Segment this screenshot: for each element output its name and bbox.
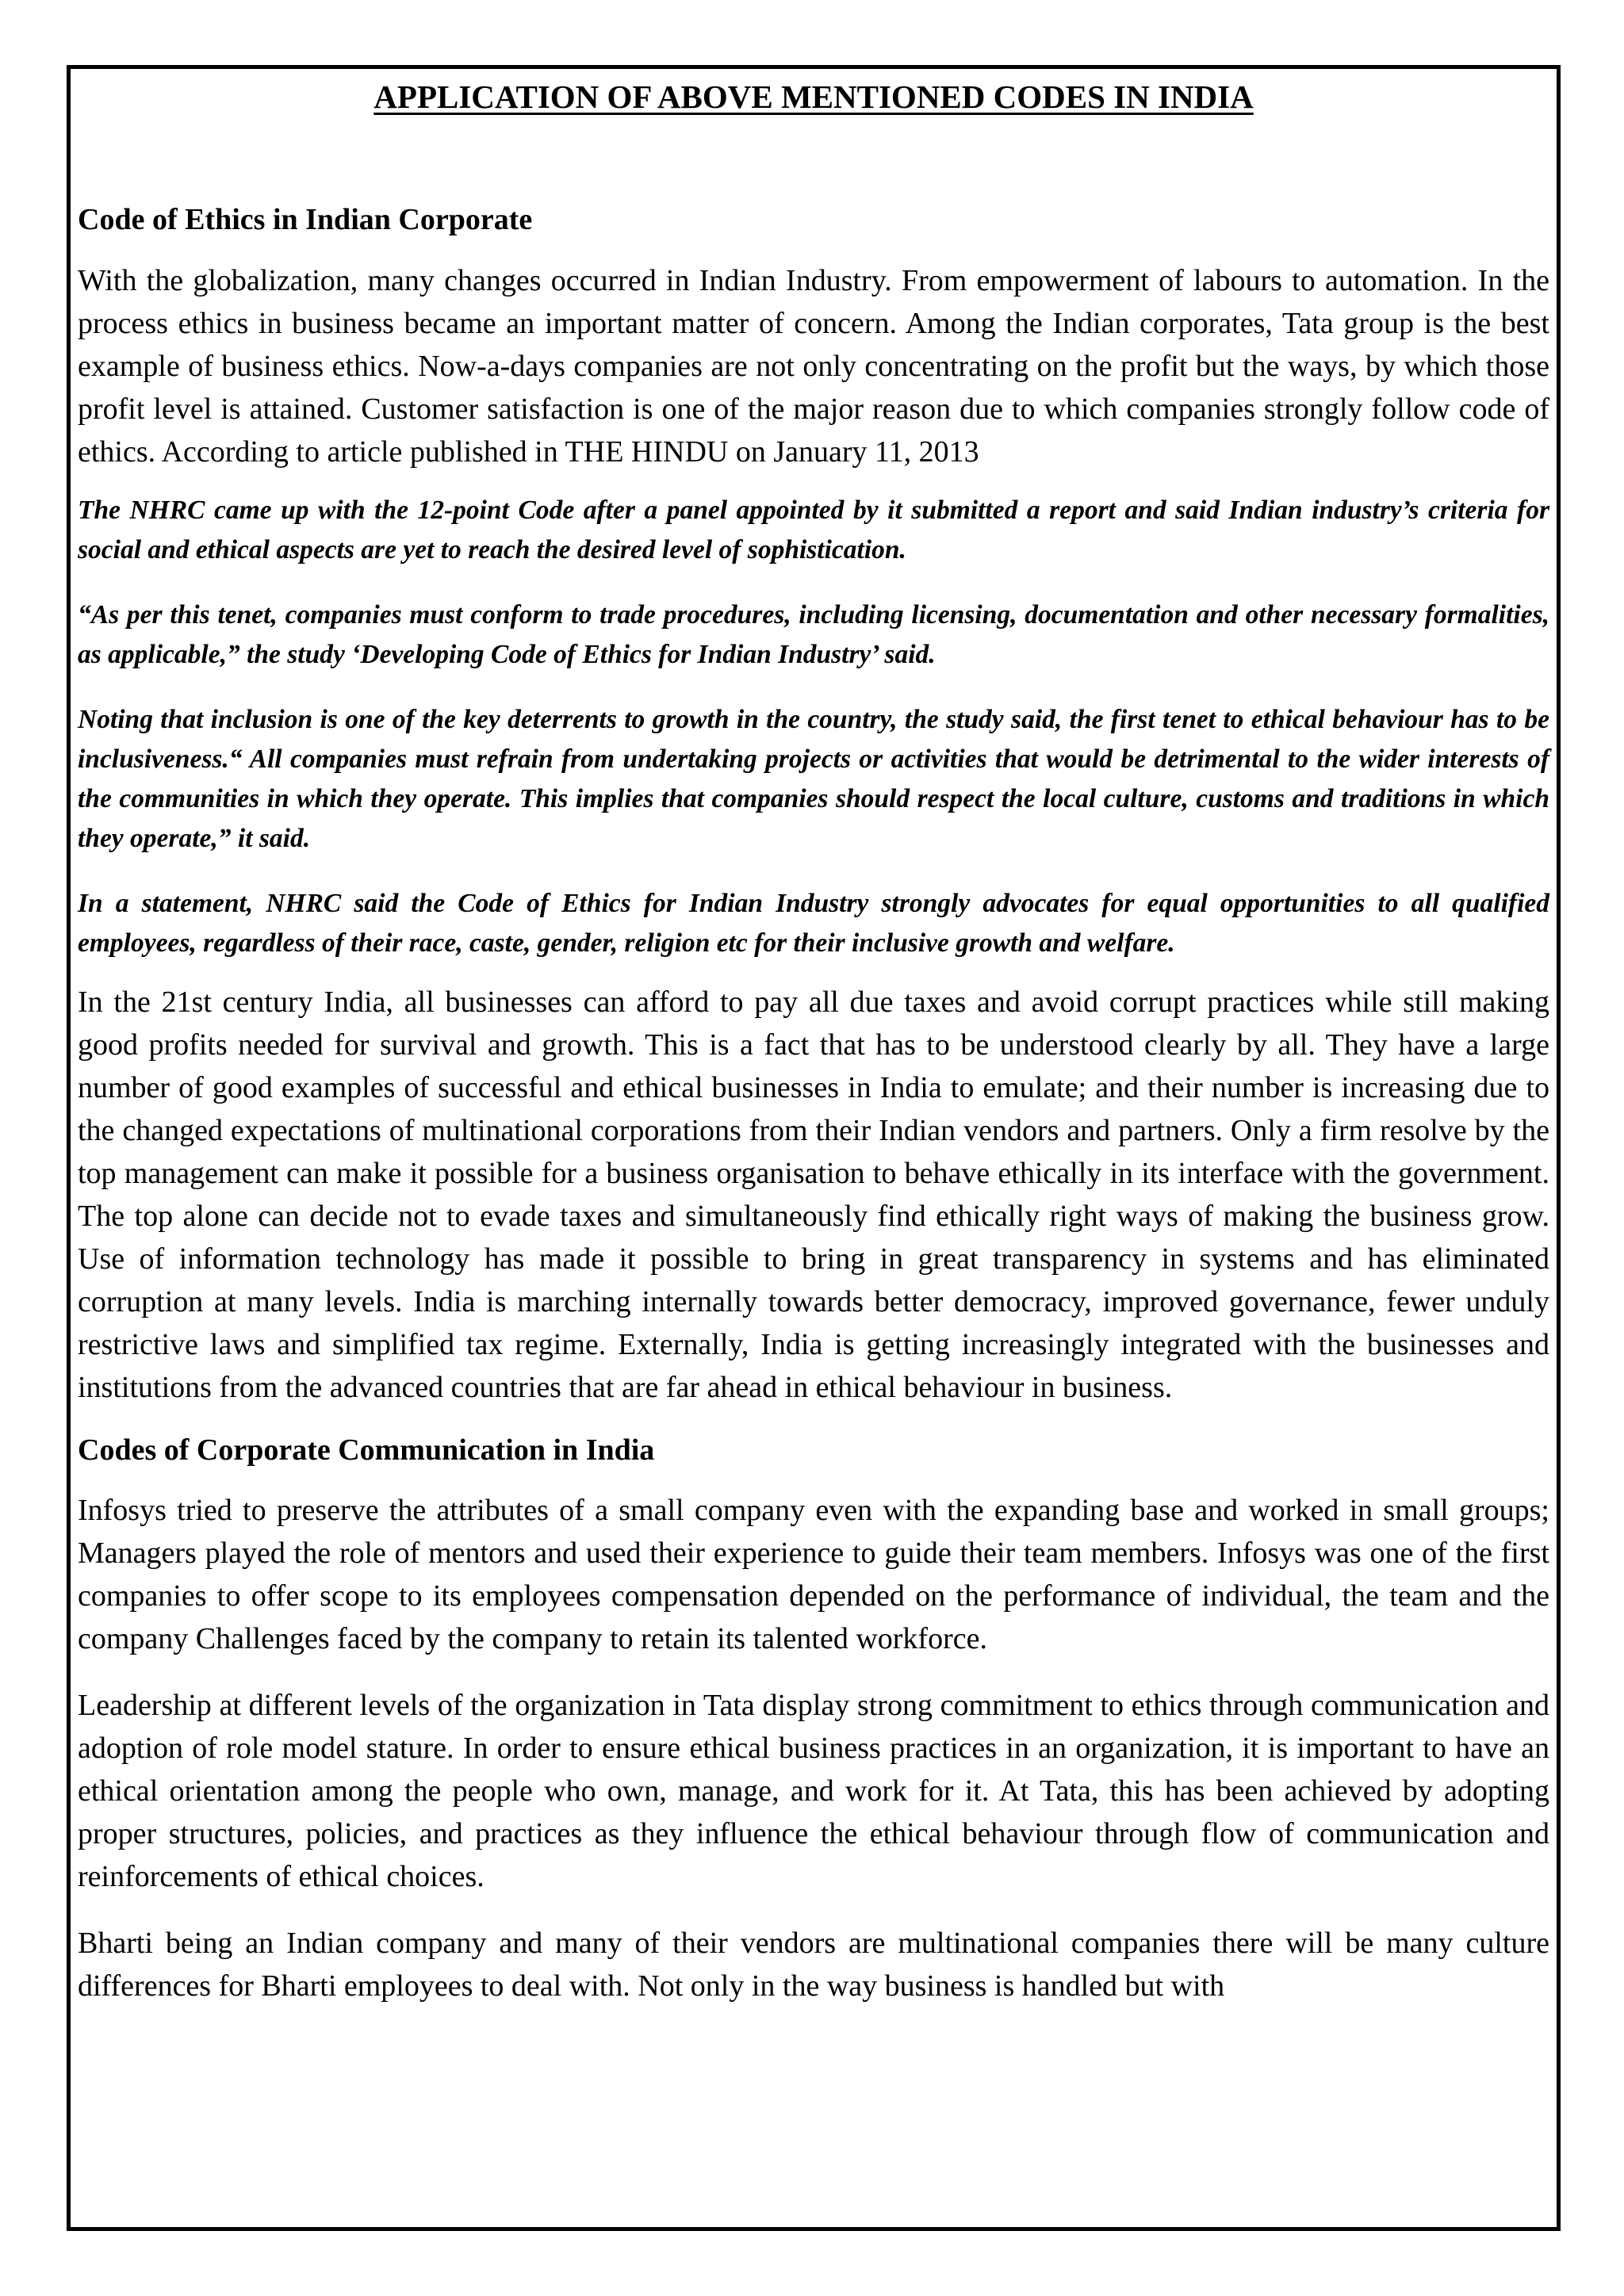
- page-title: APPLICATION OF ABOVE MENTIONED CODES IN INDIA: [373, 78, 1254, 115]
- quote-paragraph-equal-opportunities: In a statement, NHRC said the Code of Ethics for Indian Industry strongly advocates for equal opportunities to all qualified employees, regardless of their race, caste, gender, religion etc for their inclusive growth and welfare.: [78, 888, 1549, 958]
- quote-paragraph-nhrc-code: The NHRC came up with the 12-point Code after a panel appointed by it submitted a report and said Indian industry’s criteria for social and ethical aspects are yet to reach the desired level of sophistication.: [78, 495, 1549, 564]
- document-body: [78, 78, 1549, 2007]
- section-heading-corporate-communication: Codes of Corporate Communication in India: [78, 1433, 655, 1467]
- paragraph-bharti: Bharti being an Indian company and many of their vendors are multinational companies there will be many culture differences for Bharti employees to deal with. Not only in the way business is handled but with: [78, 1927, 1549, 2003]
- quote-paragraph-tenet: “As per this tenet, companies must conform to trade procedures, including licensing, documentation and other necessary formalities, as applicable,” the study ‘Developing Code of Ethics for Indian Industry’ said.: [78, 599, 1549, 669]
- paragraph-21st-century: In the 21st century India, all businesses can afford to pay all due taxes and avoid corrupt practices while still making good profits needed for survival and growth. This is a fact that has to be understood clearly by all. They have a large number of good examples of successful and ethical businesses in India to emulate; and their number is increasing due to the changed expectations of multinational corporations from their Indian vendors and partners. Only a firm resolve by the top management can make it possible for a business organisation to behave ethically in its interface with the government. The top alone can decide not to evade taxes and simultaneously find ethically right ways of making the business grow. Use of information technology has made it possible to bring in great transparency in systems and has eliminated corruption at many levels. India is marching internally towards better democracy, improved governance, fewer unduly restrictive laws and simplified tax regime. Externally, India is getting increasingly integrated with the businesses and institutions from the advanced countries that are far ahead in ethical behaviour in business.: [78, 985, 1549, 1404]
- section-heading-code-of-ethics: Code of Ethics in Indian Corporate: [78, 203, 533, 237]
- paragraph-infosys: Infosys tried to preserve the attributes of a small company even with the expanding base and worked in small groups; Managers played the role of mentors and used their experience to guide their team members. Infosys was one of the first companies to offer scope to its employees compensation depended on the performance of individual, the team and the company Challenges faced by the company to retain its talented workforce.: [78, 1494, 1549, 1656]
- paragraph-tata-leadership: Leadership at different levels of the organization in Tata display strong commitment to ethics through communication and adoption of role model stature. In order to ensure ethical business practices in an organization, it is important to have an ethical orientation among the people who own, manage, and work for it. At Tata, this has been achieved by adopting proper structures, policies, and practices as they influence the ethical behaviour through flow of communication and reinforcements of ethical choices.: [78, 1689, 1549, 1894]
- quote-paragraph-inclusiveness: Noting that inclusion is one of the key deterrents to growth in the country, the study said, the first tenet to ethical behaviour has to be inclusiveness.“ All companies must refrain from undertaking projects or activities that would be detrimental to the wider interests of the communities in which they operate. This implies that companies should respect the local culture, customs and traditions in which they operate,” it said.: [78, 704, 1549, 853]
- paragraph-intro: With the globalization, many changes occurred in Indian Industry. From empowerment of labours to automation. In the process ethics in business became an important matter of concern. Among the Indian corporates, Tata group is the best example of business ethics. Now-a-days companies are not only concentrating on the profit but the ways, by which those profit level is attained. Customer satisfaction is one of the major reason due to which companies strongly follow code of ethics. According to article published in THE HINDU on January 11, 2013: [78, 263, 1549, 469]
